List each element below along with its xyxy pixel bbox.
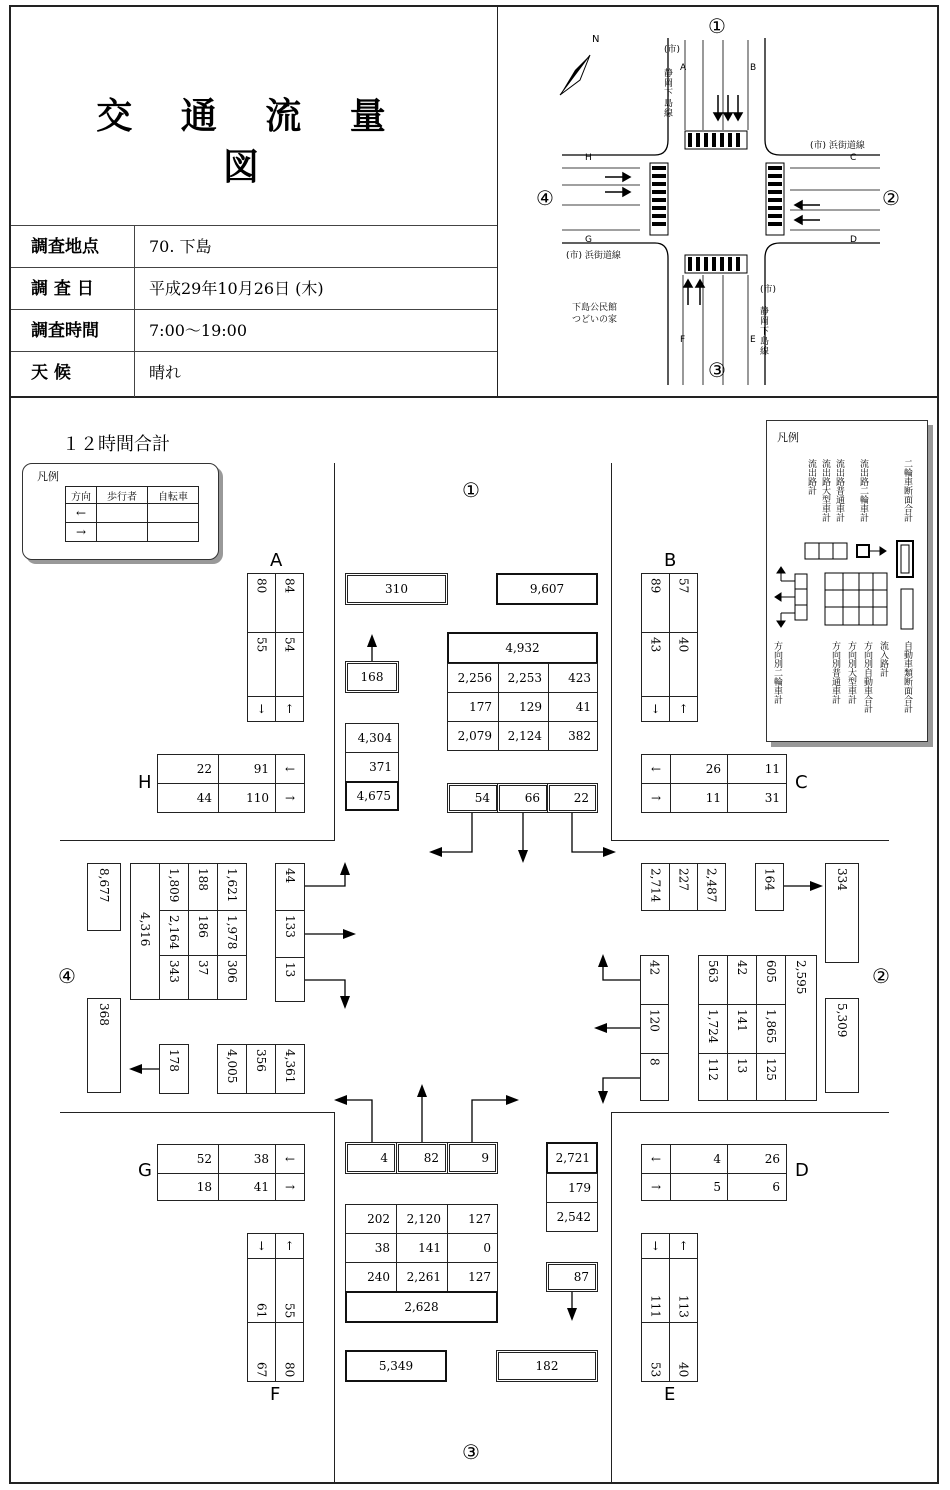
legend-header-bicycle: 自転車 [147,486,199,504]
west-grid-cell: 1,621 [217,863,247,911]
north-grid-cell: 2,253 [498,663,549,693]
svg-text:下: 下 [664,89,674,99]
east-turn-moto: 120 [640,1004,669,1055]
legend-label: 流出路計 [806,459,816,495]
crossing-b-arrow-up: ↑ [669,696,698,722]
east-moto-section: 334 [825,863,859,963]
map-approach-2: ② [882,186,900,210]
south-grid-cell: 2,120 [396,1204,448,1234]
svg-text:線: 線 [664,109,674,119]
crossing-a-bike-down: 55 [247,632,276,697]
south-grid-cell: 2,261 [396,1262,448,1292]
crossing-g-ped-right: 18 [157,1173,219,1201]
legend-big-title: 凡例 [777,431,799,444]
crossing-g-arrow-left: ← [275,1144,305,1174]
crossing-h-bike-left: 91 [218,754,276,784]
approach-label-2: ② [872,964,890,988]
south-outflow-total: 2,721 [546,1142,598,1174]
north-outflow-large: 371 [345,752,399,782]
east-grid-cell: 112 [698,1053,728,1101]
south-moto-section: 182 [496,1350,598,1382]
west-grid-cell: 343 [159,955,189,1000]
legend-cell [96,503,148,523]
crossing-g-bike-left: 38 [218,1144,276,1174]
crossing-e-ped-up: 40 [669,1322,698,1382]
crossing-d-label: D [795,1160,809,1181]
north-grid-cell: 177 [447,692,499,722]
crossing-e-ped-down: 53 [641,1322,670,1382]
svg-text:島: 島 [760,337,770,347]
west-outflow-regular: 4,005 [217,1044,247,1094]
crossing-e-bike-down: 111 [641,1258,670,1323]
crossing-d-bike-right: 5 [670,1173,728,1201]
crossing-d-arrow-left: ← [641,1144,671,1174]
crossing-g-arrow-right: → [275,1173,305,1201]
legend-label: 方向別自動車合計 [862,641,872,713]
east-outflow-total: 2,714 [641,863,670,911]
south-grid-cell: 38 [345,1233,397,1263]
west-grid-cell: 306 [217,955,247,1000]
crossing-b-ped-up: 57 [669,573,698,633]
east-grid-cell: 605 [756,955,786,1005]
crossing-g-bike-right: 41 [218,1173,276,1201]
crossing-d-bike-left: 4 [670,1144,728,1174]
info-label: 天 候 [11,352,135,397]
crossing-c-arrow-right: → [641,783,671,813]
crossing-c-ped-right: 31 [727,783,787,813]
crossing-e-arrow-down: ↓ [641,1233,670,1259]
crossing-f-ped-up: 80 [275,1322,304,1382]
info-value: 平成29年10月26日 (木) [149,279,324,298]
svg-text:H: H [585,153,592,163]
legend-small [22,463,219,560]
road-edge [611,463,612,840]
south-turn-moto-right: 9 [447,1142,498,1174]
legend-big [766,420,928,742]
west-moto-section: 368 [87,998,121,1093]
east-grid-cell: 141 [727,1004,757,1054]
legend-cell [147,522,199,542]
west-outflow-total: 4,361 [275,1044,305,1094]
crossing-h-label: H [138,772,152,793]
east-outflow-large: 227 [669,863,698,911]
east-turn-moto: 42 [640,955,669,1006]
south-outflow-large: 179 [546,1173,598,1203]
road-edge [334,463,335,840]
crossing-b-label: B [664,550,677,571]
south-auto-section: 5,349 [345,1350,447,1382]
info-label: 調 査 日 [11,268,135,310]
east-inflow-total: 2,595 [785,955,817,1101]
crossing-f-arrow-up: ↑ [275,1233,304,1259]
crossing-b-bike-up: 40 [669,632,698,697]
crossing-d-ped-right: 6 [727,1173,787,1201]
map-approach-1: ① [708,14,726,38]
svg-text:島: 島 [664,99,674,109]
crossing-e-bike-up: 113 [669,1258,698,1323]
south-grid-cell: 127 [447,1262,498,1292]
south-grid-cell: 240 [345,1262,397,1292]
legend-label: 自動車類断面合計 [902,641,912,713]
location-map [0,0,950,400]
east-grid-cell: 1,724 [698,1004,728,1054]
map-approach-4: ④ [536,186,554,210]
north-grid-cell: 423 [548,663,598,693]
crossing-a-arrow-up: ↑ [275,696,304,722]
crossing-a-arrow-down: ↓ [247,696,276,722]
approach-label-4: ④ [58,964,76,988]
legend-cell [147,503,199,523]
legend-label: 流出路大型車計 [820,459,830,522]
crossing-h-bike-right: 110 [218,783,276,813]
page-title: 交 通 流 量 図 [96,96,404,188]
north-grid-cell: 129 [498,692,549,722]
north-turn-moto-left: 54 [447,783,499,813]
legend-small-title: 凡例 [37,470,59,483]
crossing-a-ped-up: 84 [275,573,304,633]
legend-header-direction: 方向 [65,486,97,504]
crossing-g-ped-left: 52 [157,1144,219,1174]
info-label: 調査地点 [11,226,135,268]
west-turn-moto: 133 [275,910,305,958]
crossing-c-ped-left: 11 [727,754,787,784]
north-grid-cell: 2,079 [447,721,499,751]
svg-text:下島公民館: 下島公民館 [572,303,618,313]
svg-text:静: 静 [664,69,674,79]
info-value: 7:00〜19:00 [149,321,248,340]
crossing-b-arrow-down: ↓ [641,696,670,722]
west-out-moto: 178 [159,1044,189,1094]
north-turn-moto-straight: 66 [497,783,549,813]
west-auto-section: 8,677 [87,863,121,931]
east-auto-section: 5,309 [825,998,859,1093]
south-outflow-regular: 2,542 [546,1202,598,1232]
crossing-h-arrow-left: ← [275,754,305,784]
north-turn-moto-right: 22 [547,783,598,813]
svg-text:F: F [680,335,686,345]
west-grid-cell: 2,164 [159,910,189,956]
east-outflow-regular: 2,487 [697,863,726,911]
svg-text:(市) 浜街道線: (市) 浜街道線 [566,251,621,261]
south-grid-cell: 141 [396,1233,448,1263]
west-grid-cell: 37 [188,955,218,1000]
north-inflow-total: 4,932 [447,632,598,664]
legend-arrow-left: ← [65,503,97,523]
svg-text:B: B [750,63,757,73]
info-value: 70. 下島 [149,237,212,256]
crossing-a-label: A [270,550,283,571]
west-outflow-large: 356 [246,1044,276,1094]
crossing-h-arrow-right: → [275,783,305,813]
svg-text:下: 下 [760,327,770,337]
crossing-h-ped-right: 44 [157,783,219,813]
legend-label: 二輪車断面合計 [902,459,912,522]
east-grid-cell: 42 [727,955,757,1005]
north-auto-section: 9,607 [496,573,598,605]
svg-text:線: 線 [760,347,770,357]
crossing-f-label: F [270,1384,281,1405]
crossing-b-ped-down: 89 [641,573,670,633]
crossing-h-ped-left: 22 [157,754,219,784]
west-inflow-total: 4,316 [130,863,160,1000]
crossing-c-arrow-left: ← [641,754,671,784]
svg-text:岡: 岡 [760,317,770,327]
west-turn-moto: 44 [275,863,305,911]
svg-text:つどいの家: つどいの家 [572,315,618,325]
crossing-f-bike-down: 61 [247,1258,276,1323]
south-inflow-total: 2,628 [345,1291,498,1323]
north-outflow-regular: 4,304 [345,723,399,753]
crossing-f-ped-down: 67 [247,1322,276,1382]
road-edge [60,1112,335,1113]
svg-text:(市): (市) [664,45,681,55]
legend-label: 流入路計 [878,641,888,677]
north-outflow-total: 4,675 [345,781,399,811]
north-moto-section: 310 [345,573,448,605]
east-grid-cell: 563 [698,955,728,1005]
crossing-b-bike-down: 43 [641,632,670,697]
svg-text:C: C [850,153,857,163]
crossing-a-ped-down: 80 [247,573,276,633]
legend-label: 流出路二輪車計 [858,459,868,522]
legend-arrow-right: → [65,522,97,542]
crossing-a-bike-up: 54 [275,632,304,697]
crossing-g-label: G [138,1160,152,1181]
road-edge [611,1112,889,1113]
svg-text:A: A [680,63,687,73]
west-grid-cell: 186 [188,910,218,956]
map-approach-3: ③ [708,358,726,382]
road-edge [60,840,335,841]
legend-label: 流出路普通車計 [834,459,844,522]
road-edge [611,1112,612,1482]
road-edge [611,840,889,841]
west-turn-moto: 13 [275,957,305,1002]
west-grid-cell: 1,809 [159,863,189,911]
crossing-c-bike-right: 11 [670,783,728,813]
info-value: 晴れ [149,363,182,382]
svg-text:(市) 浜街道線: (市) 浜街道線 [810,141,865,151]
south-out-moto: 87 [546,1262,598,1292]
legend-label: 方向別大型車計 [846,641,856,704]
svg-text:E: E [750,335,756,345]
east-grid-cell: 1,865 [756,1004,786,1054]
east-grid-cell: 13 [727,1053,757,1101]
approach-label-3: ③ [462,1440,480,1464]
crossing-c-label: C [795,772,808,793]
map-north-label: N [592,34,600,45]
south-grid-cell: 0 [447,1233,498,1263]
legend-shapes [767,421,927,741]
info-label: 調査時間 [11,310,135,352]
legend-header-pedestrian: 歩行者 [96,486,148,504]
svg-text:岡: 岡 [664,79,674,89]
crossing-d-ped-left: 26 [727,1144,787,1174]
crossing-d-arrow-right: → [641,1173,671,1201]
south-turn-moto-straight: 82 [396,1142,448,1174]
crossing-f-bike-up: 55 [275,1258,304,1323]
svg-text:G: G [585,235,592,245]
west-grid-cell: 1,978 [217,910,247,956]
north-grid-cell: 2,256 [447,663,499,693]
svg-text:(市): (市) [760,285,777,295]
svg-text:静: 静 [760,307,770,317]
north-grid-cell: 2,124 [498,721,549,751]
west-grid-cell: 188 [188,863,218,911]
diagram-heading: １２時間合計 [62,434,170,455]
legend-label: 方向別普通車計 [830,641,840,704]
south-grid-cell: 127 [447,1204,498,1234]
legend-cell [96,522,148,542]
road-edge [334,1112,335,1482]
approach-label-1: ① [462,478,480,502]
north-out-moto: 168 [345,661,399,693]
south-grid-cell: 202 [345,1204,397,1234]
north-grid-cell: 41 [548,692,598,722]
crossing-c-bike-left: 26 [670,754,728,784]
east-turn-moto: 8 [640,1053,669,1101]
north-grid-cell: 382 [548,721,598,751]
crossing-f-arrow-down: ↓ [247,1233,276,1259]
east-out-moto: 164 [755,863,784,911]
legend-label: 方向別二輪車計 [772,641,782,704]
south-turn-moto-left: 4 [345,1142,397,1174]
east-grid-cell: 125 [756,1053,786,1101]
crossing-e-label: E [664,1384,676,1405]
svg-text:D: D [850,235,857,245]
crossing-e-arrow-up: ↑ [669,1233,698,1259]
